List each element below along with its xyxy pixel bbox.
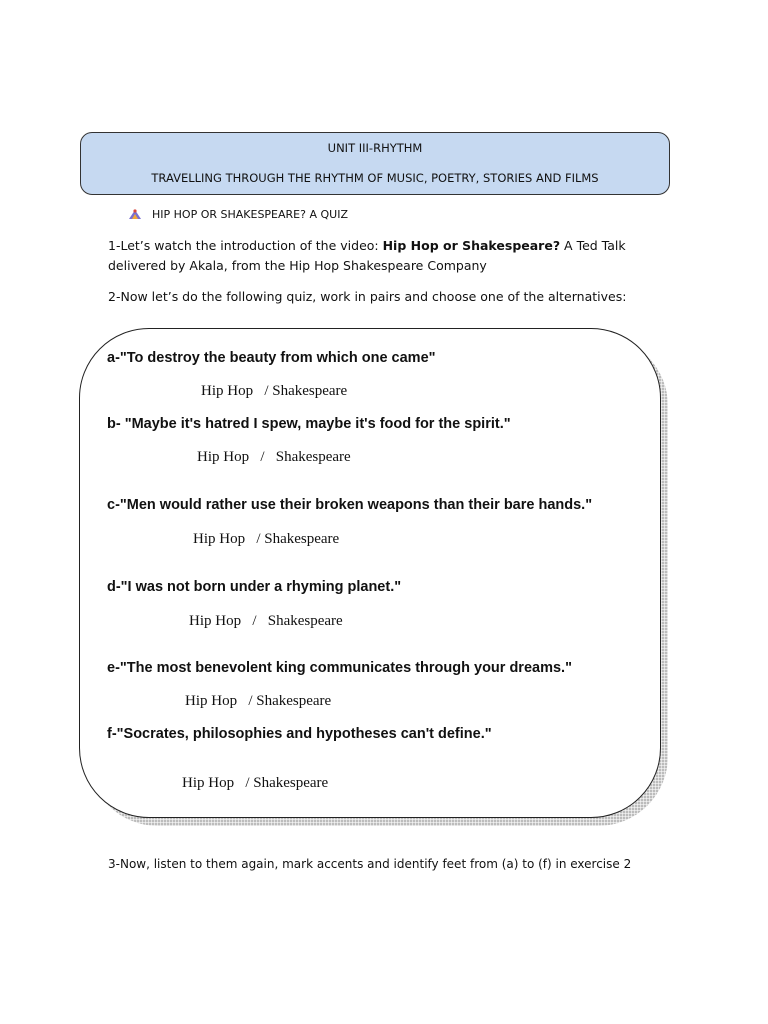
quiz-options-c: Hip Hop / Shakespeare — [193, 531, 340, 547]
instruction-1 — [108, 236, 628, 276]
quiz-question-d: d-"I was not born under a rhyming planet." — [107, 579, 402, 595]
instruction-1-end: A Ted Talk delivered by Akala, from the Hip Hop Shakespeare Company — [108, 238, 626, 273]
quiz-question-f: f-"Socrates, philosophies and hypotheses can't define." — [107, 726, 492, 742]
quiz-question-a: a-"To destroy the beauty from which one came" — [107, 350, 436, 366]
quiz-question-c: c-"Men would rather use their broken weapons than their bare hands." — [107, 497, 593, 513]
instruction-1-start: 1-Let’s watch the introduction of the video: — [108, 238, 383, 253]
unit-subtitle: TRAVELLING THROUGH THE RHYTHM OF MUSIC, POETRY, STORIES AND FILMS — [151, 171, 599, 185]
quiz-options-e: Hip Hop / Shakespeare — [185, 693, 332, 709]
instruction-3: 3-Now, listen to them again, mark accents and identify feet from (a) to (f) in exercise 2 — [108, 857, 632, 871]
quiz-heading — [128, 206, 348, 222]
instruction-2: 2-Now let’s do the following quiz, work in pairs and choose one of the alternatives: — [108, 289, 627, 304]
quiz-heading-text: HIP HOP OR SHAKESPEARE? A QUIZ — [152, 207, 348, 221]
video-title: Hip Hop or Shakespeare? — [382, 238, 561, 253]
quiz-options-b: Hip Hop / Shakespeare — [197, 449, 351, 465]
quiz-box — [79, 328, 661, 818]
unit-header-box — [80, 132, 670, 195]
quiz-options-a: Hip Hop / Shakespeare — [201, 383, 348, 399]
quiz-question-b: b- "Maybe it's hatred I spew, maybe it's food for the spirit." — [107, 416, 511, 432]
bullet-decoration-icon — [128, 208, 142, 220]
quiz-question-e: e-"The most benevolent king communicates through your dreams." — [107, 660, 572, 676]
quiz-options-f: Hip Hop / Shakespeare — [182, 775, 329, 791]
unit-title: UNIT III-RHYTHM — [327, 141, 423, 155]
quiz-options-d: Hip Hop / Shakespeare — [189, 613, 343, 629]
